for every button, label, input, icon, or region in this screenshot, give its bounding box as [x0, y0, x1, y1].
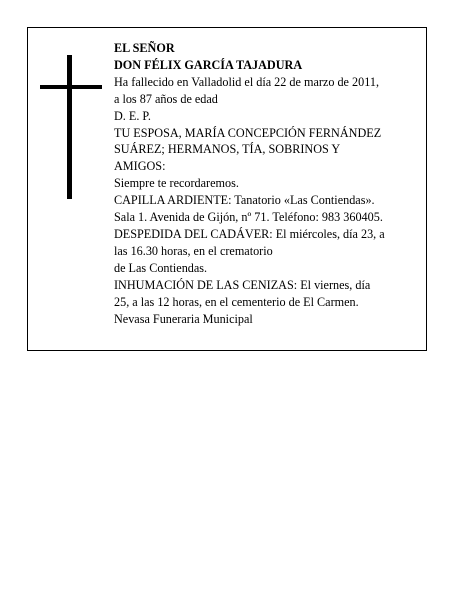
chapel-line-1: CAPILLA ARDIENTE: Tanatorio «Las Contiendas».	[114, 193, 375, 208]
ashes-line-2: 25, a las 12 horas, en el cementerio de El Carmen.	[114, 294, 359, 309]
remembrance-line: Siempre te recordaremos.	[114, 176, 239, 191]
cross-vertical-bar	[67, 55, 72, 199]
notice-text	[114, 40, 424, 327]
deceased-name: DON FÉLIX GARCÍA TAJADURA	[114, 57, 303, 72]
farewell-line-3: de Las Contiendas.	[114, 260, 208, 275]
rip-line: D. E. P.	[114, 108, 151, 123]
farewell-line-2: las 16.30 horas, en el crematorio	[114, 243, 273, 258]
cross-icon	[40, 55, 102, 199]
mourners-line-3: AMIGOS:	[114, 159, 166, 174]
death-info-line-2: a los 87 años de edad	[114, 91, 218, 106]
mourners-line-2: SUÁREZ; HERMANOS, TÍA, SOBRINOS Y	[114, 142, 341, 157]
death-info-line-1: Ha fallecido en Valladolid el día 22 de marzo de 2011,	[114, 74, 379, 89]
cross-horizontal-bar	[40, 85, 102, 89]
obituary-notice	[27, 27, 427, 351]
funeral-home-line: Nevasa Funeraria Municipal	[114, 311, 253, 326]
ashes-line-1: INHUMACIÓN DE LAS CENIZAS: El viernes, día	[114, 277, 371, 292]
heading-title: EL SEÑOR	[114, 41, 175, 55]
mourners-line-1: TU ESPOSA, MARÍA CONCEPCIÓN FERNÁNDEZ	[114, 125, 382, 140]
chapel-line-2: Sala 1. Avenida de Gijón, nº 71. Teléfono: 983 360405.	[114, 210, 383, 225]
farewell-line-1: DESPEDIDA DEL CADÁVER: El miércoles, día 23, a	[114, 226, 385, 241]
